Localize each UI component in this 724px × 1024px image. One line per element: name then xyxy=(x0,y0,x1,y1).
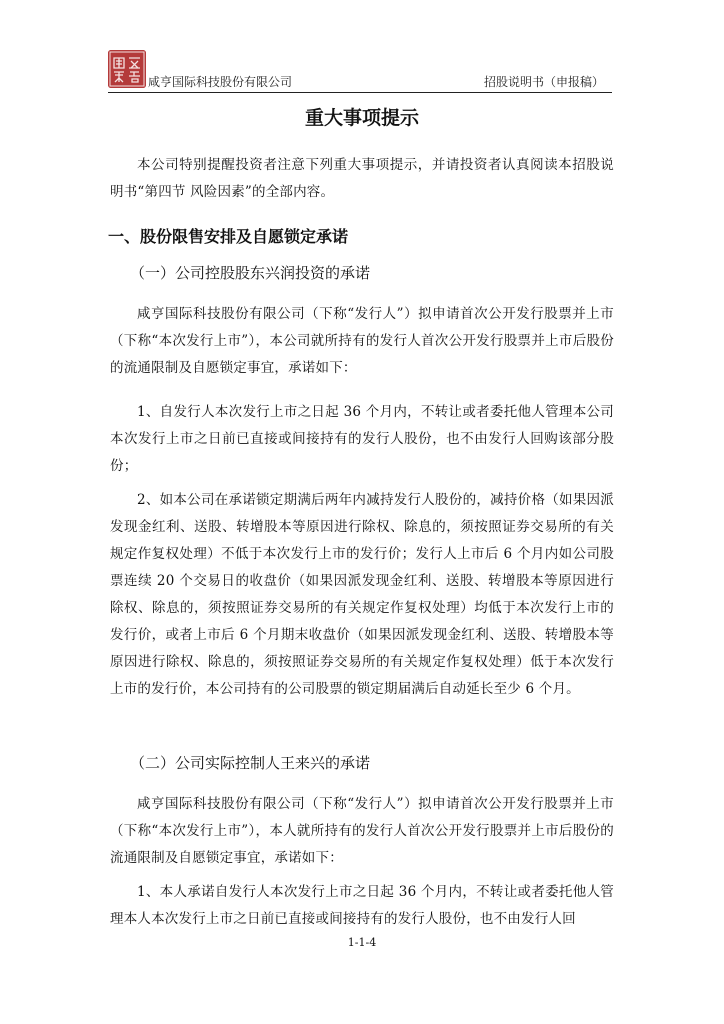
page-header xyxy=(108,50,612,93)
subsection-heading-controlling-shareholder: （一）公司控股股东兴润投资的承诺 xyxy=(130,264,371,282)
section-heading-lockup: 一、股份限售安排及自愿锁定承诺 xyxy=(108,227,349,246)
header-document-type: 招股说明书（申报稿） xyxy=(483,75,604,89)
subsection-heading-actual-controller: （二）公司实际控制人王来兴的承诺 xyxy=(130,754,371,772)
page-title: 重大事项提示 xyxy=(304,107,419,129)
company-logo xyxy=(108,50,146,88)
page-number: 1-1-4 xyxy=(347,936,377,949)
header-company-name: 咸亨国际科技股份有限公司 xyxy=(148,75,293,89)
seal-logo-icon xyxy=(108,50,146,88)
paragraph-controller-item-1: 1、本人承诺自发行人本次发行上市之日起 36 个月内，不转让或者委托他人管理本人本次发行上市之日前已直接或间接持有的发行人股份，也不由发行人回 xyxy=(110,884,614,927)
intro-paragraph: 本公司特别提醒投资者注意下列重大事项提示，并请投资者认真阅读本招股说明书“第四节 风险因素”的全部内容。 xyxy=(110,157,614,200)
paragraph-shareholder-intro: 咸亨国际科技股份有限公司（下称“发行人”）拟申请首次公开发行股票并上市（下称“本次发行上市”），本公司就所持有的发行人首次公开发行股票并上市后股份的流通限制及自愿锁定事宜，承诺如下： xyxy=(110,306,614,376)
paragraph-shareholder-item-2: 2、如本公司在承诺锁定期满后两年内减持发行人股份的，减持价格（如果因派发现金红利、送股、转增股本等原因进行除权、除息的，须按照证券交易所的有关规定作复权处理）不低于本次发行上市的发行价；发行人上市后 6 个月内如公司股票连续 20 个交易日的收盘价（如果因派发现金红利、送股、转增股本等原因进行除权、除息的，须按照证券交易所的有关规定作复权处理）均低于本次发行上市的发行价，或者上市后 6 个月期末收盘价（如果因派发现金红利、送股、转增股本等原因进行除权、除息的，须按照证券交易所的有关规定作复权处理）低于本次发行上市的发行价，本公司持有的公司股票的锁定期届满后自动延长至少 6 个月。 xyxy=(110,492,614,697)
paragraph-controller-intro: 咸亨国际科技股份有限公司（下称“发行人”）拟申请首次公开发行股票并上市（下称“本次发行上市”），本人就所持有的发行人首次公开发行股票并上市后股份的流通限制及自愿锁定事宜，承诺如下： xyxy=(110,796,614,866)
paragraph-shareholder-item-1: 1、自发行人本次发行上市之日起 36 个月内，不转让或者委托他人管理本公司本次发行上市之日前已直接或间接持有的发行人股份，也不由发行人回购该部分股份； xyxy=(110,404,614,474)
